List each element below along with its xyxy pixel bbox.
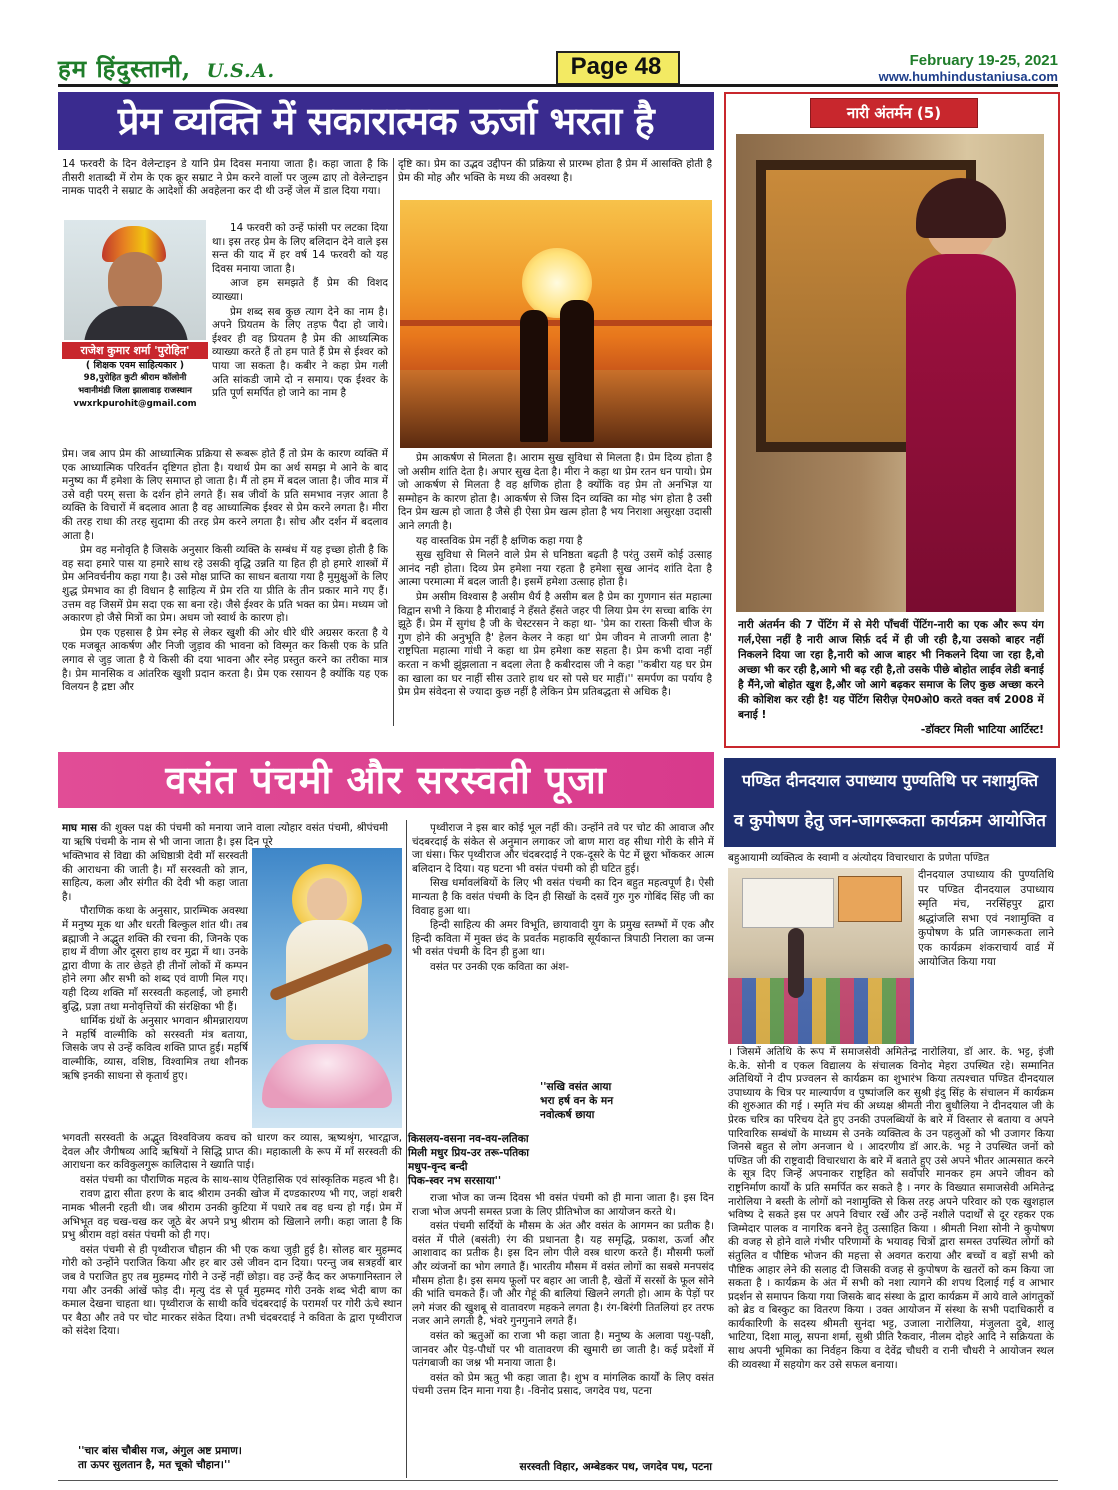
paragraph: धार्मिक ग्रंथों के अनुसार भगवान श्रीमन्नारायण ने महर्षि वाल्मीकि को सरस्वती मंत्र बताया, जिसके जप से उन्हें कवित्व शक्ति प्राप्त हुई। महर्षि वाल्मीकि, व्यास, वशिष्ठ, विश्वामित्र तथा शौनक ऋषि इनकी साधना से कृतार्थ हुए। — [62, 1015, 248, 1082]
author-address-line2: भवानीमंडी जिला झालावाड़ राजस्थान — [78, 386, 192, 396]
author-card — [62, 342, 208, 442]
paragraph: हिन्दी साहित्य की अमर विभूति, छायावादी युग के प्रमुख स्तम्भों में एक और हिन्दी कविता में मुक्त छंद के प्रवर्तक महाकवि सूर्यकान्त त्रिपाठी निराला का जन्म भी वसंत पंचमी के दिन ही हुआ था। — [412, 919, 714, 959]
article2-headline: वसंत पंचमी और सरस्वती पूजा — [58, 752, 714, 808]
article2-column-b-bottom — [412, 1192, 714, 1450]
saraswati-illustration — [252, 848, 402, 1128]
poem-line: नवोत्कर्ष छाया — [540, 1109, 595, 1121]
paragraph: 14 फरवरी को उन्हें फांसी पर लटका दिया था। इस तरह प्रेम के लिए बलिदान देने वाले इस सन्त की याद में हर वर्ष 14 फरवरी को यह दिवस मनाया जाता है। — [212, 222, 388, 275]
brand-logo — [58, 52, 275, 85]
column-divider — [393, 158, 394, 726]
article1-headline: प्रेम व्यक्ति में सकारात्मक ऊर्जा भरता है — [58, 92, 714, 150]
article1-lead: 14 फरवरी के दिन वेलेन्टाइन डे यानि प्रेम दिवस मनाया जाता है। कहा जाता है कि तीसरी शताब्दी में रोम के एक क्रूर सम्राट ने प्रेम करने वालों पर जुल्म ढाए तो वेलेन्टाइन नामक पादरी ने सम्राट के आदेशों की अवहेलना कर दी थी उन्हें जेल में डाल दिया गया। — [62, 158, 388, 198]
paragraph: वसंत को प्रेम ऋतु भी कहा जाता है। शुभ व मांगलिक कार्यों के लिए वसंत पंचमी उत्तम दिन माना गया है। -विनोद प्रसाद, जगदेव पथ, पटना — [412, 1371, 714, 1398]
painting-photo — [736, 134, 1044, 612]
paragraph: पृथ्वीराज ने इस बार कोई भूल नहीं की। उन्होंने तवे पर चोट की आवाज और चंदबरदाई के संकेत से अनुमान लगाकर जो बाण मारा वह सीधा गोरी के सीने में जा धंसा। फिर पृथ्वीराज और चंदबरदाई ने एक-दूसरे के पेट में छूरा भोंककर आत्म बलिदान दे दिया। यह घटना भी वसंत पंचमी को ही घटित हुई। — [412, 822, 714, 875]
brand-suffix: U.S.A. — [206, 60, 276, 82]
article2-column-a-bottom — [62, 1132, 402, 1444]
masthead — [0, 0, 1118, 90]
paragraph: वसंत को ऋतुओं का राजा भी कहा जाता है। मनुष्य के अलावा पशु-पक्षी, जानवर और पेड़-पौधों पर भी वातावरण की खुमारी छा जाती है। कई प्रदेशों में पतंगबाजी का जश्न भी मनाया जाता है। — [412, 1329, 714, 1370]
website-link[interactable]: www.humhindustaniusa.com — [878, 69, 1058, 84]
poem-line: ''सखि वसंत आया — [540, 1081, 612, 1093]
masthead-rule — [58, 84, 1058, 87]
paragraph: यह वास्तविक प्रेम नहीं है क्षणिक कहा गया है — [416, 534, 583, 547]
paragraph: वसंत पर उनकी एक कविता का अंश- — [430, 960, 570, 973]
author-role: ( शिक्षक एवम साहित्यकार ) — [85, 360, 185, 371]
article1-column-b-bottom — [398, 452, 712, 728]
paragraph: प्रेम। जब आप प्रेम की आध्यात्मिक प्रक्रिया से रूबरू होते हैं तो प्रेम के कारण व्यक्ति में एक आध्यात्मिक परिवर्तन दृष्टिगत होता है। यथार्थ प्रेम का अर्थ समझ मे आने के बाद मनुष्य का मैं हमेशा के लिए समाप्त हो जाता है। मैं तो हम में बदल जाता है। जीव मात्र में उसे वही परम् सत्ता के दर्शन होने लगते हैं। सब जीवों के प्रति समभाव नज़र आता है व्यक्ति के विचारों में बदलाव आता है वह आध्यात्मिक ईश्वर से प्रेम करने लगता है। मीरा की तरह राधा की तरह सुदामा की तरह प्रेम करने लगता है। सोच और दर्शन में बदलाव आता है। — [62, 448, 388, 542]
article3-body: । जिसमें अतिथि के रूप में समाजसेवी अमितेन्द्र नारोलिया, डॉ आर. के. भट्ट, इंजी के.के. सोनी व एकल विद्यालय के संचालक विनोद मेहरा उपस्थित रहे। सम्मानित अतिथियों ने दीप प्रज्वलन से कार्यक्रम का शुभारंभ किया तत्पश्चात पण्डित दीनदयाल उपाध्याय के चित्र पर माल्यार्पण व पुष्पांजलि कर सुश्री इंदु सिंह के संचालन में कार्यक्रम की शुरुआत की गई । स्मृति मंच की अध्यक्ष श्रीमती नीरा बुधौलिया ने दीनदयाल जी के प्रेरक चरित्र का परिचय देते हुए उनकी उपलब्धियों के बारे में विस्तार से बताया व अपने पारिवारिक सम्बंधों के माध्यम से उनके व्यक्तित्व के उन पहलुओं को भी उजागर किया जिनसे बहुत से लोग अनजान थे । आदरणीय डॉ आर.के. भट्ट ने उपस्थित जनों को पण्डित जी की राष्ट्रवादी विचारधारा के बारे में बताते हुए उसे अपने भीतर आत्मसात करने के सूत्र दिए जिन्हें अपनाकर राष्ट्रहित को सर्वोपरि मानकर हम अपने जीवन को राष्ट्रनिर्माण कार्यों के प्रति समर्पित कर सकते है । नगर के विख्यात समाजसेवी अमितेन्द्र नारोलिया ने बस्ती के लोगों को नशामुक्ति से किस तरह अपने परिवार को एक खुशहाल भविष्य दे सकते इस पर अपने विचार रखें और उन्हें नशीले पदार्थों से दूर रहकर एक जिम्मेदार पालक व नागरिक बनने हेतु उत्साहित किया । श्रीमती निशा सोनी ने कुपोषण की वजह से होने वाले गंभीर परिणामों के भयावह चित्रों द्वारा समस्त उपस्थित लोगों को संतुलित व पौष्टिक भोजन की महत्ता से अवगत कराया और बच्चों व बड़ों सभी को पौष्टिक आहार लेने की सलाह दी जिसकी वजह से कुपोषण के खतरों को कम किया जा सकता है । कार्यक्रम के अंत में सभी को नशा त्यागने की शपथ दिलाई गई व आभार प्रदर्शन से समापन किया गया जिसके बाद संस्था के द्वारा कार्यक्रम में आये वाले आंगतुकों को ब्रेड व बिस्कुट का वितरण किया । उक्त आयोजन में संस्था के सभी पदाधिकारी व कार्यकारिणी के सदस्य श्रीमती सुनंदा भट्ट, उजाला नारोलिया, मंजुलता दुबे, शालू भाटिया, दिशा मालू, सपना शर्मा, सुश्री प्रीति रैकवार, नीलम दोहरे आदि ने सक्रियता के साथ अपनी भूमिका का निर्वहन किया व देवेंद्र चौधरी व रानी चौधरी ने आयोजन स्थल की व्यवस्था में सहयोग कर उसे सफल बनाया। — [728, 1046, 1054, 1371]
poem-stanza-2 — [408, 1132, 708, 1188]
article3-headline — [724, 758, 1056, 847]
couplet — [78, 1444, 398, 1472]
column-divider — [406, 820, 407, 1478]
poem-line: पिक-स्वर नभ सरसाया'' — [408, 1175, 502, 1187]
poem-line: भरा हर्ष वन के मन — [540, 1095, 614, 1107]
author-email[interactable]: vwxrkpurohit@gmail.com — [73, 399, 197, 409]
issue-date: February 19-25, 2021 — [909, 52, 1058, 69]
poem-line: मधुप-वृन्द बन्दी — [408, 1161, 468, 1173]
paragraph: रावण द्वारा सीता हरण के बाद श्रीराम उनकी खोज में दण्डकारण्य भी गए, जहां शबरी नामक भीलनी रहती थी। जब श्रीराम उनकी कुटिया में पधारे तब वह धन्य हो गई। प्रेम में अभिभूत वह चख-चख कर जूठे बेर अपने प्रभु श्रीराम को खिलाने लगी। कहा जाता है कि प्रभु श्रीराम वहां वसंत पंचमी को ही गए। — [62, 1188, 402, 1242]
article1-column-a-bottom — [62, 448, 388, 726]
paragraph: वसंत पंचमी का पौराणिक महत्व के साथ-साथ ऐतिहासिक एवं सांस्कृतिक महत्व भी है। — [80, 1173, 399, 1186]
article3-lead: बहुआयामी व्यक्तित्व के स्वामी व अंत्योदय विचारधारा के प्रणेता पण्डित — [728, 852, 990, 864]
nari-header: नारी अंतर्मन (5) — [810, 98, 978, 128]
paragraph: प्रेम वह मनोवृति है जिसके अनुसार किसी व्यक्ति के सम्बंध में यह इच्छा होती है कि वह सदा हमारे पास या हमारे साथ रहे उसकी वृद्धि उन्नति या हित ही हो हमारे शास्त्रों में प्रेम अनिवर्चनीय कहा गया है। उसे मोक्ष प्राप्ति का साधन बताया गया है मुमुक्षुओं के लिए शुद्ध प्रेमभाव का ही विधान है साहित्य में प्रेम रति या प्रीति के तीन प्रकार माने गए हैं। उत्तम वह जिसमें प्रेम सदा एक सा बना रहे। जैसे ईश्वर के प्रति भक्त का प्रेम। मध्यम जो अकारण हो जैसे मित्रों का प्रेम। अधम जो स्वार्थ के कारण हो। — [62, 544, 388, 625]
poem-stanza-1 — [540, 1080, 710, 1122]
article1-column-b-top: दृष्टि का। प्रेम का उद्भव उद्दीपन की प्रक्रिया से प्रारम्भ होता है प्रेम में आसक्ति होती है प्रेम की मोह और भक्ति के मध्य की अवस्था है। — [398, 158, 712, 184]
paragraph: वसंत पंचमी सर्दियों के मौसम के अंत और वसंत के आगमन का प्रतीक है। वसंत में पीले (बसंती) रंग की प्रधानता है। यह समृद्धि, प्रकाश, ऊर्जा और आशावाद का प्रतीक है। इस दिन लोग पीले वस्त्र धारण करते हैं। मौसमी फलों और व्यंजनों का भोग लगाते हैं। भारतीय मौसम में वसंत लोगों का सबसे मनपसंद मौसम होता है। इस समय फूलों पर बहार आ जाती है, खेतों में सरसों के फूल सोने की भांति चमकते हैं। जौ और गेहूं की बालियां खिलने लगती हो। आम के पेड़ों पर लगे मंजर की खुशबू से वातावरण महकने लगता है। रंग-बिरंगी तितलियां हर तरफ नजर आने लगती है, भंवरे गुनगुनाने लगते हैं। — [412, 1220, 714, 1328]
headline-line: व कुपोषण हेतु जन-जागरूकता कार्यक्रम आयोजित — [734, 811, 1046, 831]
author-address-line1: 98,पुरोहित कुटी श्रीराम कॉलोनी — [83, 373, 187, 383]
article2-column-a-top — [62, 850, 248, 1130]
paragraph: प्रेम शब्द सब कुछ त्याग देने का नाम है। अपने प्रियतम के लिए तड़फ पैदा हो जाये। ईश्वर ही वह प्रियतम है प्रेम की आध्यत्मिक व्याख्या करते हैं तो हम पाते हैं प्रेम से ईश्वर को पाया जा सकता है। कबीर ने कहा प्रेम गली अति सांकडी जामे दो न समाय। एक ईश्वर के प्रति पूर्ण समर्पित हो जाने का नाम है — [212, 305, 388, 400]
paragraph: सुख सुविधा से मिलने वाले प्रेम से घनिष्ठता बढ़ती है परंतु उसमें कोई उत्साह आनंद नही होता। दिव्य प्रेम हमेशा नया रहता है हमेशा सुख आनंद शांति देता है आत्मा परमात्मा में बदल जाती है। इसमें हमेशा उत्साह होता है। — [398, 549, 712, 589]
article1-column-a — [212, 222, 388, 446]
article2-lead — [62, 822, 388, 850]
paragraph: पौराणिक कथा के अनुसार, प्रारम्भिक अवस्था में मनुष्य मूक था और धरती बिल्कुल शांत थी। तब ब्रह्माजी ने अद्भुत शक्ति की रचना की, जिनके एक हाथ में वीणा और दूसरा हाथ वर मुद्रा में था। उनके द्वारा वीणा के तार छेड़ते ही तीनों लोकों में कम्पन होने लगा और सभी को शब्द एवं वाणी मिल गए। यही दिव्य शक्ति माँ सरस्वती कहलाई, जो हमारी बुद्धि, प्रज्ञा तथा मनोवृत्तियों की संरक्षिका भी हैं। — [62, 905, 248, 1013]
author-name: राजेश कुमार शर्मा 'पुरोहित' — [62, 342, 208, 359]
nari-signature: -डॉक्टर मिली भाटिया आर्टिस्ट! — [920, 723, 1044, 736]
couplet-line: ता ऊपर सुलतान है, मत चूको चौहान।'' — [78, 1459, 231, 1471]
nari-caption: नारी अंतर्मन की 7 पेंटिंग में से मेरी पाँचवीं पेंटिंग-नारी का एक और रूप यंग गर्ल,ऐसा नहीं है नारी आज सिर्फ़ दर्द में ही जी रही है,या उसको बाहर नहीं निकलने दिया जा रहा है,नारी को आज बाहर भी निकलने दिया जा रहा है,वो अच्छा भी कर रही है,आगे भी बढ़ रही है,तो उसके पीछे बोहोत लाईव लेडी बनाई है मैंने,जो बोहोत खुश है,और जो आगे बढ़कर समाज के लिए कुछ अच्छा करने की कोशिश कर रही है! यह पेंटिंग सिरीज़ ऐम0ओ0 करते वक्त वर्ष 2008 में बनाई ! — [738, 619, 1044, 721]
sunset-photo — [400, 200, 712, 448]
author-photo — [64, 220, 206, 340]
paragraph: राजा भोज का जन्म दिवस भी वसंत पंचमी को ही माना जाता है। इस दिन राजा भोज अपनी समस्त प्रजा के लिए प्रीतिभोज का आयोजन करते थे। — [412, 1192, 714, 1218]
event-photo — [728, 868, 914, 1044]
article2-byline: सरस्वती विहार, अम्बेडकर पथ, जगदेव पथ, पटना — [519, 1461, 712, 1473]
couplet-line: ''चार बांस चौबीस गज, अंगुल अष्ट प्रमाण। — [78, 1445, 242, 1457]
article2-column-b-top — [412, 822, 714, 1078]
poem-line: किसलय-वसना नव-वय-लतिका — [408, 1133, 529, 1145]
page-number: Page 48 — [570, 53, 662, 80]
paragraph: भगवती सरस्वती के अद्भुत विश्वविजय कवच को धारण कर व्यास, ऋष्यश्रृंग, भारद्वाज, देवल और जैगीषव्य आदि ऋषियों ने सिद्धि प्राप्त की। महाकाली के रूप में माँ सरस्वती की आराधना कर कविकुलगुरू कालिदास ने ख्याति पाई। — [62, 1132, 402, 1172]
lead-text: की शुक्ल पक्ष की पंचमी को मनाया जाने वाला त्योहार वसंत पंचमी, श्रीपंचमी या ऋषि पंचमी के नाम से भी जाना जाता है। इस दिन पूरे — [62, 822, 388, 848]
brand-name: हम हिंदुस्तानी, — [58, 54, 192, 83]
paragraph: आज हम समझते हैं प्रेम की विशद व्याख्या। — [212, 277, 388, 303]
article3-side-text: दीनदयाल उपाध्याय की पुण्यतिथि पर पण्डित दीनदयाल उपाध्याय स्मृति मंच, नरसिंहपुर द्वारा श्रद्धांजलि सभा एवं नशामुक्ति व कुपोषण के प्रति जागरूकता लाने एक कार्यक्रम शंकराचार्य वार्ड में आयोजित किया गया — [918, 869, 1054, 968]
page-bottom-rule — [58, 1480, 1058, 1481]
paragraph: प्रेम एक एहसास है प्रेम स्नेह से लेकर खुशी की ओर धीरे धीरे अग्रसर करता है ये एक मजबूत आकर्षण और निजी जुड़ाव की भावना को विस्मृत कर किसी एक के प्रति लगाव से जुड़ जाता है ये किसी की दया भावना और स्नेह प्रस्तुत करने का तरीका मात्र है। प्रेम मानसिक व आंतरिक खुशी प्रदान करता है। प्रेम एक रसायन है क्योंकि यह एक विलयन है द्रष्टा और — [62, 626, 388, 694]
paragraph: भक्तिभाव से विद्या की अधिष्ठात्री देवी माँ सरस्वती की आराधना की जाती है। माँ सरस्वती को ज्ञान, साहित्य, कला और संगीत की देवी भी कहा जाता है। — [62, 850, 248, 903]
poem-line: मिली मधुर प्रिय-उर तरू-पतिका — [408, 1147, 530, 1159]
paragraph: प्रेम असीम विश्वास है असीम धैर्य है असीम बल है प्रेम का गुणगान संत महात्मा विद्वान सभी ने किया है मीराबाई ने हँसते हँसते जहर पी लिया प्रेम रंग सच्चा बाकि रंग झूठे हैं। प्रेम में सुगंध है जी के चेस्टरसन ने कहा था- 'प्रेम का रास्ता किसी चीज के गुण होने की अनुभूति है' हेलन केलर ने कहा था' प्रेम जीवन मे ताजगी लाता है' राष्ट्रपिता महात्मा गांधी ने कहा था प्रेम हमेशा कष्ट सहता है। प्रेम कभी दावा नहीं करता न कभी झुंझलाता न बदला लेता है कबीरदास जी ने कहा ''कबीरा यह घर प्रेम का खाला का घर नाहीं सीस उतारे हाथ धर सो पसे घर माहीं।'' समर्पण का पर्याय है प्रेम प्रेम संवेदना से ज्यादा कुछ नहीं है लेकिन प्रेम प्रतिबद्धता से अधिक है। — [398, 590, 712, 699]
paragraph: प्रेम आकर्षण से मिलता है। आराम सुख सुविधा से मिलता है। प्रेम दिव्य होता है जो असीम शांति देता है। अपार सुख देता है। मीरा ने कहा था प्रेम रतन धन पायो। प्रेम जो आकर्षण से मिलता है वह क्षणिक होता है क्योंकि वह प्रेम तो अनभिज्ञ या सम्मोहन के कारण होता है। आकर्षण से जिस दिन व्यक्ति का मोह भंग होता है उसी दिन प्रेम खत्म हो जाता है जैसे ही ऐसा प्रेम खत्म होता है भय निराशा असुरक्षा उदासी आने लगती है। — [398, 452, 712, 532]
lead-bold: माघ मास — [62, 822, 97, 834]
headline-line: पण्डित दीनदयाल उपाध्याय पुण्यतिथि पर नशामुक्ति — [742, 771, 1038, 790]
paragraph: सिख धर्मावलंबियों के लिए भी वसंत पंचमी का दिन बहुत महत्वपूर्ण है। ऐसी मान्यता है कि वसंत पंचमी के दिन ही सिखों के दसवें गुरु गुरु गोबिंद सिंह जी का विवाह हुआ था। — [412, 877, 714, 917]
paragraph: वसंत पंचमी से ही पृथ्वीराज चौहान की भी एक कथा जुड़ी हुई है। सोलह बार मुहम्मद गोरी को उन्होंने पराजित किया और हर बार उसे जीवन दान दिया। परन्तु जब सत्रहवीं बार जब वे पराजित हुए तब मुहम्मद गोरी ने उन्हें नहीं छोड़ा। वह उन्हें कैद कर अफगानिस्तान ले गया और उनकी आंखें फोड़ दी। मृत्यु दंड से पूर्व मुहम्मद गोरी उनके शब्द भेदी बाण का कमाल देखना चाहता था। पृथ्वीराज के साथी कवि चंदबरदाई के परामर्श पर गोरी ऊंचे स्थान पर बैठा और तवे पर चोट मारकर संकेत दिया। तभी चंदबरदाई ने कविता के द्वारा पृथ्वीराज को संदेश दिया। — [62, 1243, 402, 1338]
